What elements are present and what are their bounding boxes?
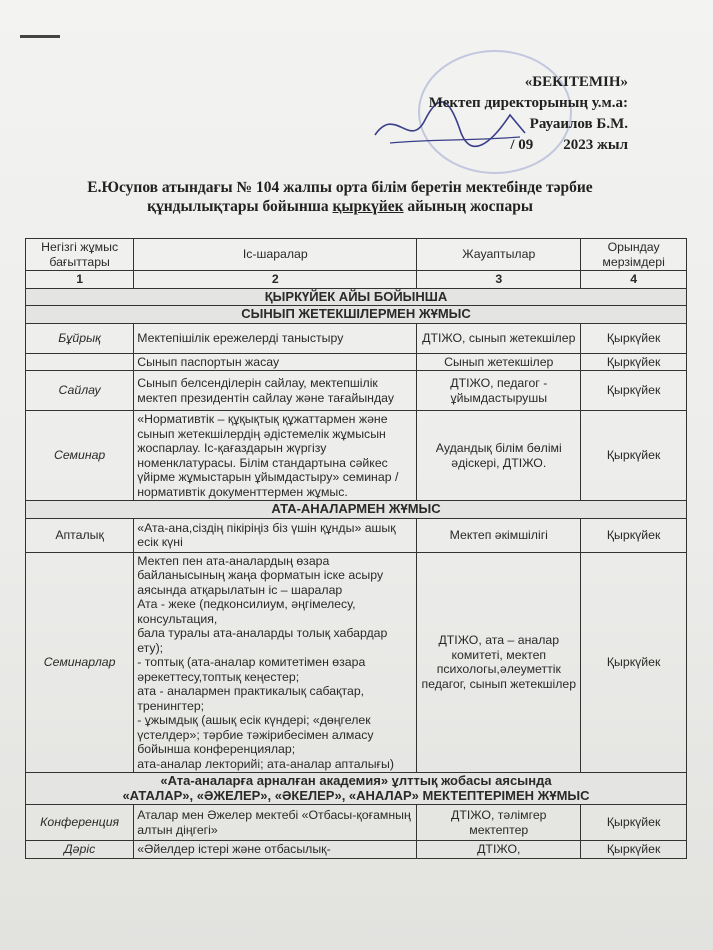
- cell-direction: [26, 353, 134, 371]
- cell-responsible: ДТІЖО,: [417, 841, 581, 859]
- table-row: [26, 552, 687, 773]
- approval-position: Мектеп директорының у.м.а:: [428, 95, 628, 111]
- cell-event: Сынып паспортын жасау: [134, 353, 417, 371]
- cell-direction: Дәріс: [26, 841, 134, 859]
- approval-name: Рауаилов Б.М.: [529, 116, 628, 132]
- table-row: [26, 518, 687, 552]
- document-title: [60, 178, 620, 216]
- table-row: [26, 841, 687, 859]
- cell-term: Қыркүйек: [581, 841, 687, 859]
- event-line: ата-аналар лекторийі; ата-аналар апталығы): [137, 756, 394, 771]
- title-prefix: құндылықтары бойынша: [147, 198, 329, 215]
- cell-event: [134, 552, 417, 773]
- section-class-teachers: СЫНЫП ЖЕТЕКШІЛЕРМЕН ЖҰМЫС: [26, 306, 687, 324]
- cell-event: «Ата-ана,сіздің пікіріңіз біз үшін құнды» ашық есік күні: [134, 518, 417, 552]
- column-number: 1: [26, 271, 134, 289]
- title-line2: [60, 197, 620, 216]
- approval-year: 2023 жыл: [563, 137, 628, 153]
- cell-term: Қыркүйек: [581, 552, 687, 773]
- cell-event: Сынып белсенділерін сайлау, мектепшілік мектеп президентін сайлау және тағайындау: [134, 371, 417, 411]
- header-responsible: Жауаптылар: [417, 239, 581, 271]
- cell-direction: Апталық: [26, 518, 134, 552]
- cell-responsible: ДТІЖО, педагог - ұйымдастырушы: [417, 371, 581, 411]
- approval-title: «БЕКІТЕМІН»: [524, 74, 628, 90]
- section-row: [26, 773, 687, 805]
- section-parents: АТА-АНАЛАРМЕН ЖҰМЫС: [26, 501, 687, 519]
- column-number-row: [26, 271, 687, 289]
- title-month: қыркүйек: [332, 198, 404, 215]
- event-line: Мектеп пен ата-аналардың өзара байланысының жаңа форматын іске асыру аясында атқарылатын іс – шаралар: [137, 553, 384, 597]
- approval-date: [388, 135, 628, 156]
- cell-term: Қыркүйек: [581, 323, 687, 353]
- cell-term: Қыркүйек: [581, 805, 687, 841]
- table-row: [26, 805, 687, 841]
- column-number: 2: [134, 271, 417, 289]
- cell-direction: Семинар: [26, 411, 134, 501]
- cell-responsible: ДТІЖО, сынып жетекшілер: [417, 323, 581, 353]
- cell-direction: Семинарлар: [26, 552, 134, 773]
- header-term: Орындау мерзімдері: [581, 239, 687, 271]
- plan-table: [25, 238, 687, 859]
- cell-direction: Бұйрық: [26, 323, 134, 353]
- table-header-row: [26, 239, 687, 271]
- cell-responsible: Аудандық білім бөлімі әдіскері, ДТІЖО.: [417, 411, 581, 501]
- table-row: [26, 411, 687, 501]
- cell-event: Аталар мен Әжелер мектебі «Отбасы-қоғамның алтын діңгегі»: [134, 805, 417, 841]
- corner-mark: [20, 35, 60, 38]
- cell-responsible: Сынып жетекшілер: [417, 353, 581, 371]
- cell-term: Қыркүйек: [581, 518, 687, 552]
- section-row: [26, 306, 687, 324]
- table-row: [26, 371, 687, 411]
- header-events: Іс-шаралар: [134, 239, 417, 271]
- column-number: 4: [581, 271, 687, 289]
- event-line: - топтық (ата-аналар комитетімен өзара әрекеттесу,топтық кеңестер;: [137, 655, 366, 684]
- cell-responsible: ДТІЖО, ата – аналар комитеті, мектеп психологы,әлеуметтік педагог, сынып жетекшілер: [417, 552, 581, 773]
- event-line: бала туралы ата-аналарды толық хабардар ету);: [137, 626, 388, 655]
- title-line1: Е.Юсупов атындағы № 104 жалпы орта білім беретін мектебінде тәрбие: [87, 179, 593, 196]
- event-line: - ұжымдық (ашық есік күндері; «дөңгелек үстелдер»; тәрбие тәжірибесімен алмасу бойынша конференциялар;: [137, 713, 374, 756]
- section-academy: [26, 773, 687, 805]
- table-row: [26, 323, 687, 353]
- academy-line1: «Ата-аналарға арналған академия» ұлттық жобасы аясында: [160, 773, 552, 788]
- cell-direction: Конференция: [26, 805, 134, 841]
- section-row: [26, 501, 687, 519]
- cell-event: «Нормативтік – құқықтық құжаттармен және сынып жетекшілердің әдістемелік жұмысын жоспарлау. Іс-қағаздарын жүргізу номенклатурасы. Білім стандартына сәйкес үйірме жұмыстарын ұйымдастыру» семинар /нормативтік документтермен жұмыс.: [134, 411, 417, 501]
- cell-event: «Әйелдер істері және отбасылық-: [134, 841, 417, 859]
- section-row: [26, 288, 687, 306]
- table-row: [26, 353, 687, 371]
- section-month: ҚЫРКҮЙЕК АЙЫ БОЙЫНША: [26, 288, 687, 306]
- approval-block: [388, 72, 628, 156]
- cell-term: Қыркүйек: [581, 411, 687, 501]
- event-line: Ата - жеке (педконсилиум, әңгімелесу, консультация,: [137, 597, 356, 626]
- header-directions: Негізгі жұмыс бағыттары: [26, 239, 134, 271]
- cell-responsible: Мектеп әкімшілігі: [417, 518, 581, 552]
- event-line: ата - аналармен практикалық сабақтар, тренингтер;: [137, 684, 365, 713]
- approval-day: / 09: [510, 137, 534, 153]
- academy-line2: «АТАЛАР», «ӘЖЕЛЕР», «ӘКЕЛЕР», «АНАЛАР» МЕКТЕПТЕРІМЕН ЖҰМЫС: [122, 787, 590, 803]
- cell-responsible: ДТІЖО, тәлімгер мектептер: [417, 805, 581, 841]
- cell-term: Қыркүйек: [581, 353, 687, 371]
- cell-direction: Сайлау: [26, 371, 134, 411]
- cell-event: Мектепішілік ережелерді таныстыру: [134, 323, 417, 353]
- title-suffix: айының жоспары: [407, 198, 533, 215]
- column-number: 3: [417, 271, 581, 289]
- cell-term: Қыркүйек: [581, 371, 687, 411]
